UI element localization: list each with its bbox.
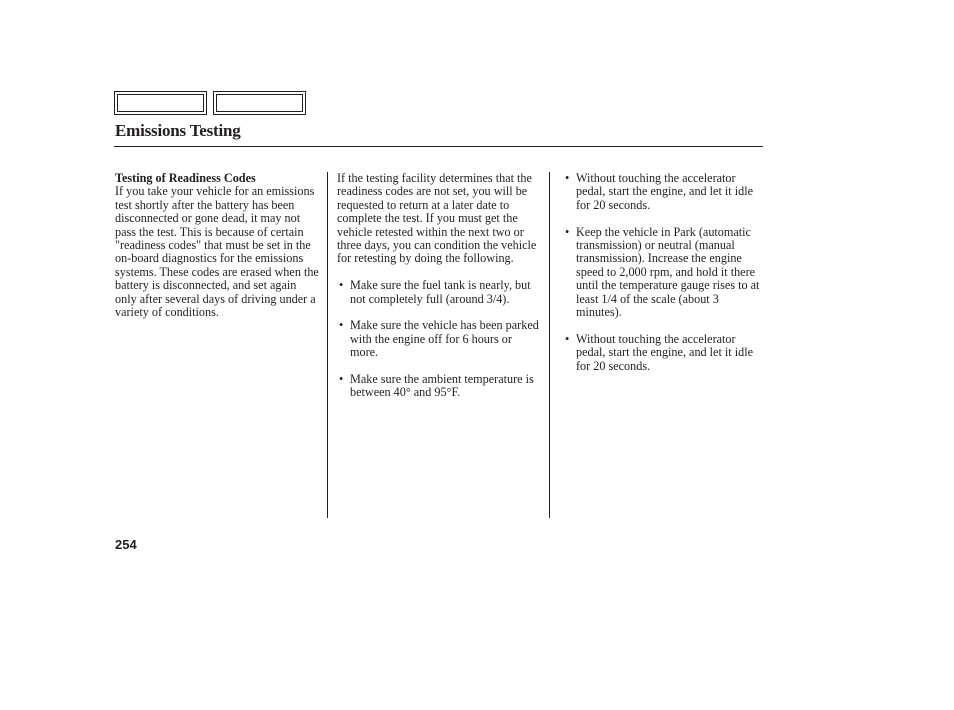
page-number: 254 — [115, 537, 137, 552]
list-item: • Without touching the accelerator pedal, start the engine, and let it idle for 20 seconds. — [563, 333, 765, 373]
column-divider-1 — [327, 172, 328, 518]
bullet-list-1 — [337, 279, 543, 400]
intro-paragraph: If the testing facility determines that the readiness codes are not set, you will be requested to return at a later date to complete the test. If you must get the vehicle retested within the next two or three days, you can condition the vehicle for retesting by doing the following. — [337, 171, 537, 266]
list-item: • Without touching the accelerator pedal, start the engine, and let it idle for 20 seconds. — [563, 172, 765, 212]
body-paragraph: If you take your vehicle for an emissions test shortly after the battery has been disconnected or gone dead, it may not pass the test. This is because of certain "readiness codes" that must be set in the on-board diagnostics for the emissions systems. These codes are erased when the battery is disconnected, and set again only after several days of driving under a variety of conditions. — [115, 184, 319, 320]
list-item: • Make sure the fuel tank is nearly, but not completely full (around 3/4). — [337, 279, 543, 306]
section-subheading: Testing of Readiness Codes — [115, 171, 256, 185]
bullet-list-2 — [563, 172, 765, 373]
title-divider — [114, 146, 763, 147]
column-3 — [563, 172, 765, 373]
column-1 — [115, 172, 320, 319]
column-divider-2 — [549, 172, 550, 518]
list-item: • Make sure the ambient temperature is between 40° and 95°F. — [337, 373, 543, 400]
nav-tab-box-1 — [114, 91, 207, 115]
nav-tab-box-2 — [213, 91, 306, 115]
list-item: • Make sure the vehicle has been parked with the engine off for 6 hours or more. — [337, 319, 543, 359]
page-title: Emissions Testing — [115, 121, 241, 140]
list-item: • Keep the vehicle in Park (automatic transmission) or neutral (manual transmission). Increase the engine speed to 2,000 rpm, and hold it there until the temperature gauge rises to at least 1/4 of the scale (about 3 minutes). — [563, 226, 765, 320]
column-2 — [337, 172, 543, 400]
